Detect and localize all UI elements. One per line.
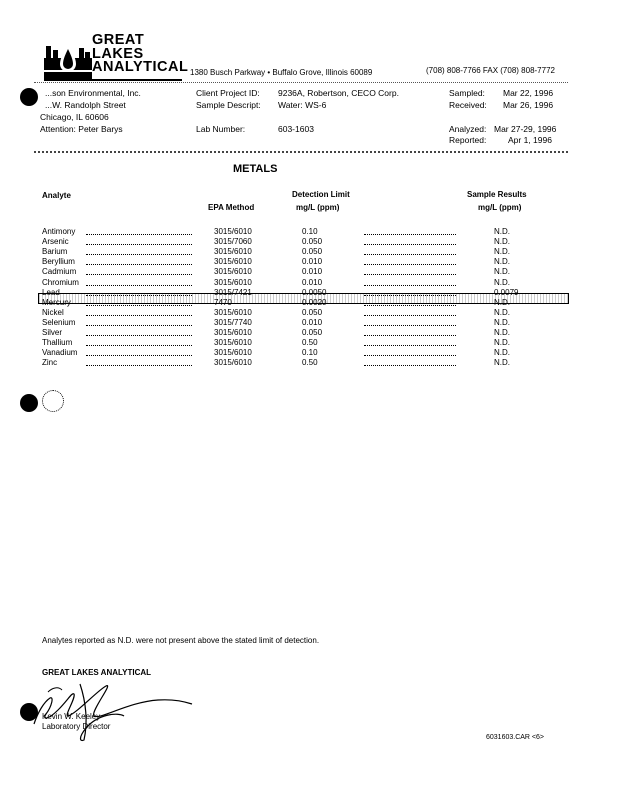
dot-leader xyxy=(364,285,456,286)
signoff-company: GREAT LAKES ANALYTICAL xyxy=(42,668,152,677)
method-cell: 3015/7740 xyxy=(214,317,252,327)
received-value: Mar 26, 1996 xyxy=(503,100,554,110)
sampled-label: Sampled: xyxy=(449,88,485,98)
project-label: Client Project ID: xyxy=(196,88,260,98)
company-address: 1380 Busch Parkway • Buffalo Grove, Illinois 60089 xyxy=(190,68,373,77)
limit-cell: 0.050 xyxy=(302,328,323,337)
col-header-result-2: mg/L (ppm) xyxy=(478,203,522,212)
dot-leader xyxy=(86,335,192,336)
logo-line-3: ANALYTICAL xyxy=(92,59,189,75)
dot-leader xyxy=(86,305,192,306)
method-cell: 3015/6010 xyxy=(214,307,252,317)
dot-leader xyxy=(86,274,192,275)
company-logo-icon xyxy=(44,40,92,80)
dot-leader xyxy=(364,325,456,326)
col-header-result-1: Sample Results xyxy=(467,190,527,199)
dot-leader xyxy=(86,365,192,366)
sample-label: Sample Descript: xyxy=(196,100,261,110)
method-cell: 3015/6010 xyxy=(214,277,252,287)
table-row xyxy=(0,318,618,328)
table-row xyxy=(0,338,618,348)
footer-ref: 6031603.CAR <6> xyxy=(486,734,544,741)
result-cell: N.D. xyxy=(494,267,510,277)
col-header-method: EPA Method xyxy=(208,203,255,212)
dot-leader xyxy=(364,315,456,316)
result-cell: N.D. xyxy=(494,307,510,317)
method-cell: 3015/6010 xyxy=(214,247,252,257)
result-cell: N.D. xyxy=(494,328,510,337)
dot-leader xyxy=(86,254,192,255)
limit-cell: 0.010 xyxy=(302,257,323,267)
table-row xyxy=(0,308,618,318)
company-logo-text xyxy=(92,34,188,75)
method-cell: 3015/6010 xyxy=(214,338,252,348)
analyte-cell: Zinc xyxy=(42,358,58,368)
result-cell: N.D. xyxy=(494,247,510,257)
analyte-cell: Barium xyxy=(42,247,68,257)
col-header-limit-1: Detection Limit xyxy=(292,190,350,199)
sampled-value: Mar 22, 1996 xyxy=(503,88,554,98)
received-label: Received: xyxy=(449,100,487,110)
dot-leader xyxy=(364,244,456,245)
result-cell: N.D. xyxy=(494,277,510,287)
lab-number-value: 603-1603 xyxy=(278,124,314,134)
dot-leader xyxy=(86,244,192,245)
method-cell: 3015/6010 xyxy=(214,328,252,337)
result-cell: N.D. xyxy=(494,227,510,236)
table-row xyxy=(0,278,618,288)
table-row xyxy=(0,267,618,277)
signoff-name: Kevin W. Keeley xyxy=(42,712,101,721)
result-cell: N.D. xyxy=(494,257,510,267)
logo-underline xyxy=(44,79,182,81)
lab-number-label: Lab Number: xyxy=(196,124,246,134)
reported-label: Reported: xyxy=(449,135,487,145)
table-row xyxy=(0,237,618,247)
analyte-cell: Nickel xyxy=(42,307,64,317)
method-cell: 3015/6010 xyxy=(214,348,252,358)
signature-icon xyxy=(28,672,198,744)
method-cell: 3015/7060 xyxy=(214,237,252,247)
client-name: ...son Environmental, Inc. xyxy=(45,88,141,98)
result-cell: N.D. xyxy=(494,317,510,327)
dot-leader xyxy=(364,264,456,265)
limit-cell: 0.050 xyxy=(302,237,323,247)
punch-hole-middle xyxy=(20,394,38,412)
analyte-cell: Vanadium xyxy=(42,348,78,358)
analyte-cell: Silver xyxy=(42,328,63,337)
analyte-cell: Antimony xyxy=(42,227,76,236)
limit-cell: 0.10 xyxy=(302,227,318,236)
limit-cell: 0.010 xyxy=(302,267,323,277)
dot-leader xyxy=(364,355,456,356)
limit-cell: 0.10 xyxy=(302,348,318,358)
analyte-cell: Arsenic xyxy=(42,237,69,247)
logo-line-2: LAKES xyxy=(92,45,144,62)
dot-leader xyxy=(364,254,456,255)
table-row xyxy=(0,358,618,368)
logo-line-1: GREAT xyxy=(92,32,145,48)
limit-cell: 0.050 xyxy=(302,307,323,317)
method-cell: 3015/6010 xyxy=(214,358,252,368)
project-value: 9236A, Robertson, CECO Corp. xyxy=(278,88,399,98)
col-header-analyte: Analyte xyxy=(42,191,71,200)
dot-leader xyxy=(86,264,192,265)
dot-leader xyxy=(86,234,192,235)
analyte-cell: Thallium xyxy=(42,338,73,348)
analyte-cell: Selenium xyxy=(42,317,76,327)
dot-leader xyxy=(364,234,456,235)
limit-cell: 0.0050 xyxy=(302,287,327,297)
result-cell: N.D. xyxy=(494,348,510,358)
dot-leader xyxy=(86,345,192,346)
dot-leader xyxy=(86,295,192,296)
limit-cell: 0.050 xyxy=(302,247,323,257)
analyte-cell: Mercury xyxy=(42,297,71,307)
client-city: Chicago, IL 60606 xyxy=(40,112,109,122)
dot-leader xyxy=(86,325,192,326)
result-cell: N.D. xyxy=(494,297,510,307)
col-header-limit-2: mg/L (ppm) xyxy=(296,203,340,212)
result-cell: N.D. xyxy=(494,237,510,247)
dot-leader xyxy=(364,345,456,346)
client-attention: Attention: Peter Barys xyxy=(40,124,123,134)
table-row xyxy=(0,288,618,298)
limit-cell: 0.010 xyxy=(302,277,323,287)
result-cell: 0.0079 xyxy=(494,287,519,297)
client-street: ...W. Randolph Street xyxy=(45,100,126,110)
method-cell: 3015/6010 xyxy=(214,267,252,277)
method-cell: 7470 xyxy=(214,297,232,307)
table-row xyxy=(0,247,618,257)
table-row xyxy=(0,328,618,338)
result-cell: N.D. xyxy=(494,338,510,348)
company-phone-fax: (708) 808-7766 FAX (708) 808-7772 xyxy=(426,66,555,75)
footnote: Analytes reported as N.D. were not present above the stated limit of detection. xyxy=(42,636,320,645)
dot-leader xyxy=(364,335,456,336)
dot-leader xyxy=(86,315,192,316)
analyte-cell: Lead xyxy=(42,287,60,297)
method-cell: 3015/6010 xyxy=(214,257,252,267)
table-row xyxy=(0,227,618,237)
dot-leader xyxy=(364,295,456,296)
dot-leader xyxy=(364,365,456,366)
section-title: METALS xyxy=(233,163,278,175)
signoff-title: Laboratory Director xyxy=(42,722,111,731)
analyzed-value: Mar 27-29, 1996 xyxy=(494,124,557,134)
table-row xyxy=(0,298,618,308)
method-cell: 3015/7421 xyxy=(214,287,252,297)
limit-cell: 0.010 xyxy=(302,317,323,327)
sample-value: Water: WS-6 xyxy=(278,100,327,110)
table-row xyxy=(0,348,618,358)
method-cell: 3015/6010 xyxy=(214,227,252,236)
dot-leader xyxy=(86,355,192,356)
limit-cell: 0.50 xyxy=(302,338,318,348)
dot-leader xyxy=(364,274,456,275)
result-cell: N.D. xyxy=(494,358,510,368)
analyte-cell: Beryllium xyxy=(42,257,75,267)
stray-mark-icon xyxy=(42,390,64,412)
analyte-cell: Chromium xyxy=(42,277,79,287)
analyte-cell: Cadmium xyxy=(42,267,77,277)
reported-value: Apr 1, 1996 xyxy=(508,135,552,145)
analyzed-label: Analyzed: xyxy=(449,124,487,134)
limit-cell: 0.0020 xyxy=(302,297,327,307)
dot-leader xyxy=(364,305,456,306)
table-row xyxy=(0,257,618,267)
limit-cell: 0.50 xyxy=(302,358,318,368)
dot-leader xyxy=(86,285,192,286)
